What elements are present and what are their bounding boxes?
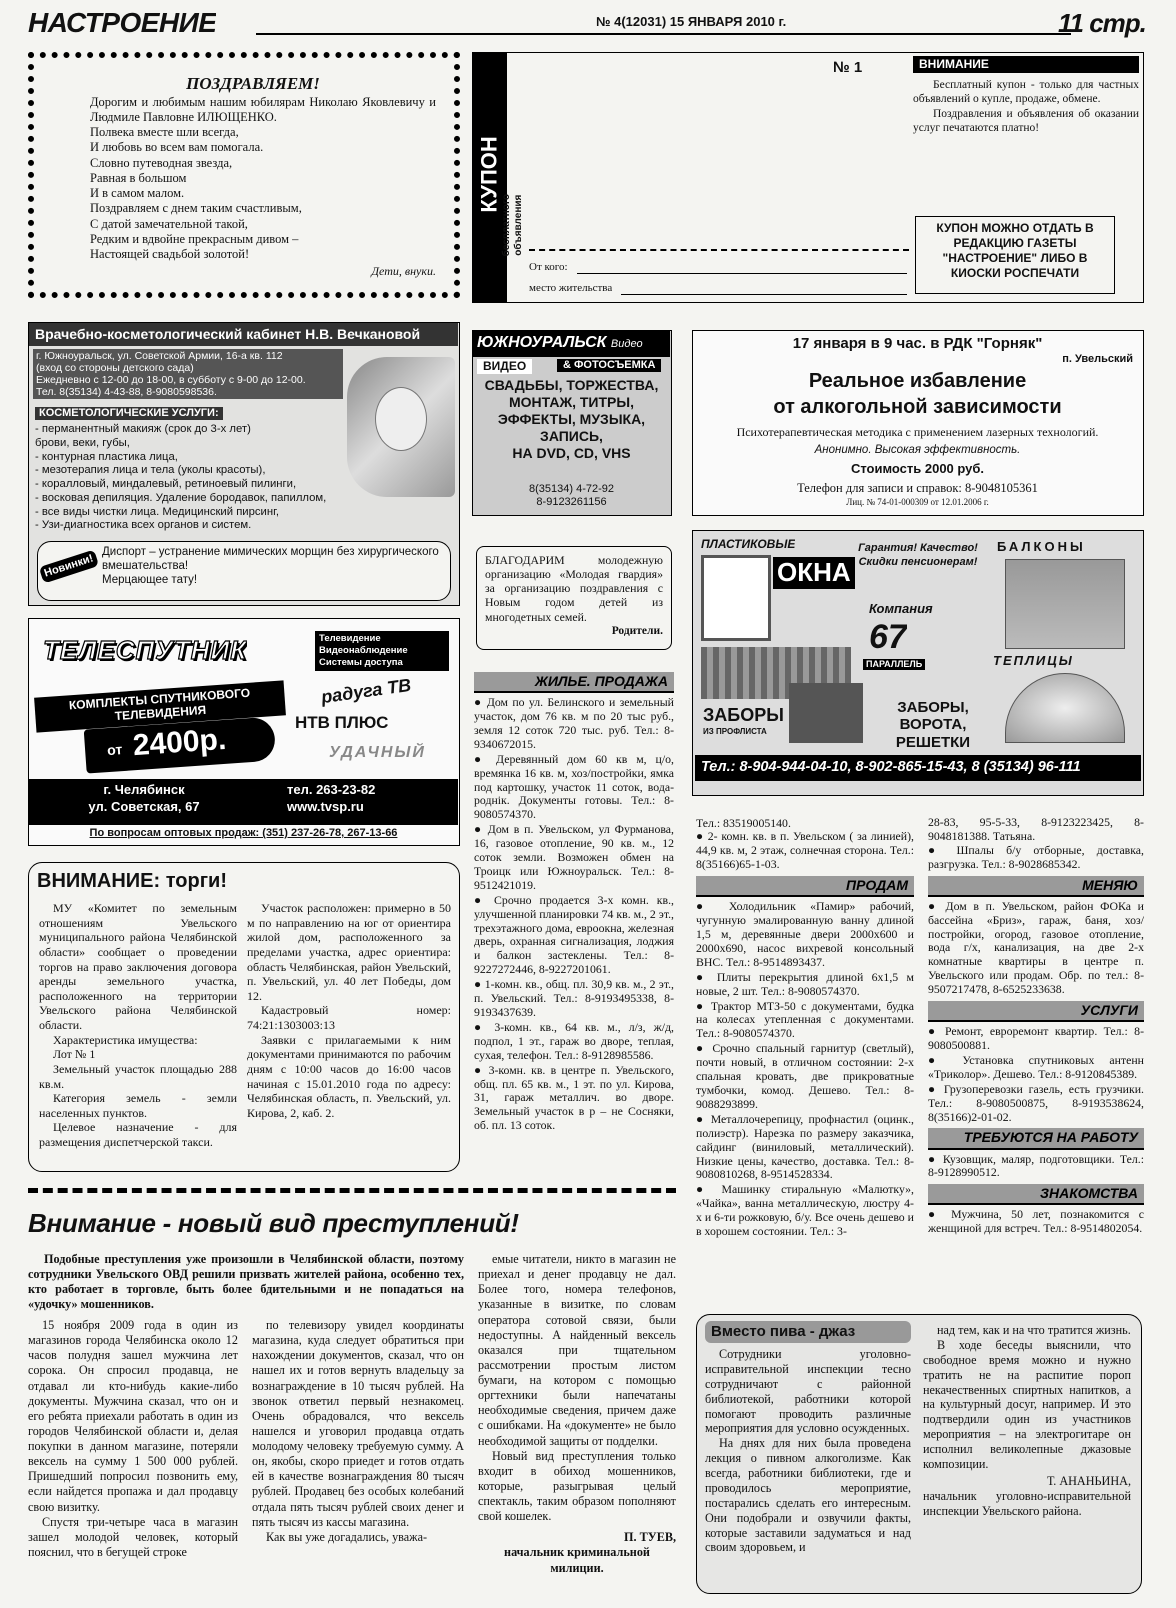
crime-title: Внимание - новый вид преступлений! (28, 1208, 519, 1238)
jazz-author: Т. АНАНЬИНА, (1047, 1473, 1131, 1488)
poem-line: Настоящей свадьбой золотой! (90, 247, 250, 262)
housing-section (474, 668, 674, 1182)
article-paragraph: В ходе беседы выяснили, что свободное время можно и нужно тратить не на распитие пороп некачественных спиртных напитков, а на культурный досуг, например. И это подтвердили один из участников мероприятия – на электрогитаре он исполнил великолепные джазовые композиции. (923, 1337, 1131, 1471)
jazz-position: начальник уголовно-исправительной инспекции Увельского района. (923, 1488, 1131, 1518)
jazz-col-2 (923, 1323, 1131, 1518)
windows-fence-2: ЗАБОРЫ, ВОРОТА, РЕШЕТКИ (895, 699, 971, 751)
video-line: НА DVD, CD, VHS (512, 445, 631, 462)
video-line: ЭФФЕКТЫ, МУЗЫКА, (497, 411, 646, 428)
coupon-residence-label: место жительства (529, 282, 613, 294)
list-item: ● Грузоперевозки газель, есть грузчики. Тел.: 8-9080500875, 8-9193538624, 8(35166)2-01-02. (928, 1081, 1144, 1124)
list-item: ● Дом в п. Увельском, ул Фурманова, 16, газовое отопление, 90 кв. м., 12 соток земли. Возможен обмен на Троицк или Южноуральск. Тел.: 8-9512421019. (474, 822, 674, 892)
page-header (28, 6, 1148, 42)
col3-top: Тел.: 83519005140. (696, 816, 791, 830)
coupon-cut-line (529, 249, 909, 251)
exchange-list (928, 900, 1144, 997)
jazz-col-1 (705, 1347, 911, 1555)
poem-line: Словно путеводная звезда, (90, 155, 233, 170)
service-line: - мезотерапия лица и тела (уколы красоты), (35, 464, 266, 477)
video-sub-1: ВИДЕО (477, 359, 532, 374)
list-item: ● Кузовщик, маляр, подготовщики. Тел.: 8-9128990512. (928, 1151, 1144, 1180)
list-item: ● Деревянный дом 60 кв м, ц/о, времянка 16 кв. м, хоз/постройки, ямка под картошку, участок 11 соток, вода-роднік. Документы готовы. Тел.: 8-9080574370. (474, 751, 674, 822)
alcohol-phone: Телефон для записи и справок: 8-9048105361 (797, 481, 1038, 495)
poem-line: И любовь во всем вам помогала. (90, 140, 264, 155)
cosmetology-title: Врачебно-косметологический кабинет Н.В. Вечкановой (29, 323, 458, 346)
gate-photo (789, 683, 863, 743)
coupon-residence-line (621, 294, 907, 295)
video-phone: 8-9123261156 (536, 496, 607, 509)
sputnik-service: Системы доступа (319, 656, 403, 668)
thanks-sign: Родители. (611, 624, 663, 637)
coupon-box (472, 52, 1144, 303)
poem-line: И в самом малом. (90, 186, 185, 201)
crime-author: П. ТУЕВ, (624, 1530, 676, 1545)
service-line: - контурная пластика лица, (35, 450, 178, 463)
coupon-note-1: Бесплатный купон - только для частных объявлений о купле, продаже, обмене. (913, 79, 1139, 105)
coupon-attention: ВНИМАНИЕ (913, 56, 1139, 73)
sputnik-city: г. Челябинск (103, 782, 185, 797)
congrats-title: ПОЗДРАВЛЯЕМ! (186, 74, 320, 93)
header-rule (256, 33, 1071, 35)
sputnik-channel-2: НТВ ПЛЮС (295, 713, 389, 732)
list-item: ● Установка спутниковых антенн «Триколор». Дешево. Тел.: 8-9120845389. (928, 1052, 1144, 1081)
address-line: Тел. 8(35134) 4-43-88, 8-9080598536. (36, 386, 217, 399)
article-paragraph: над тем, как и на что тратится жизнь. (937, 1323, 1131, 1337)
congrats-intro: Дорогим и любимым нашим юбилярам Николаю Яковлевичу и Людмиле Павловне ИЛЮЩЕНКО. (90, 94, 436, 124)
issue-date: № 4(12031) 15 ЯНВАРЯ 2010 г. (596, 14, 787, 29)
exchange-title: МЕНЯЮ (928, 876, 1144, 897)
sputnik-ad (28, 618, 460, 846)
alcohol-place: п. Увельский (1062, 353, 1133, 365)
list-item: ● 3-комн. кв., 64 кв. м., л/з, ж/д, подпол, 1 эт., гараж во дворе, теплая, сухая, телефон. Тел.: 8-9128985586. (474, 1019, 674, 1062)
cosmetology-ad (28, 322, 460, 606)
auction-paragraph: МУ «Комитет по земельным отношениям Увельского муниципального района Челябинской области» сообщает о проведении торгов на право заключения договора аренды земельного участка, расположенного на территории Увельского района Челябинской области. (39, 901, 237, 1032)
sputnik-contacts (29, 779, 458, 825)
auction-paragraph: Категория земель - земли населенных пунктов. (39, 1091, 237, 1120)
video-brand-bar (473, 331, 670, 357)
coupon-submit-note: КУПОН МОЖНО ОТДАТЬ В РЕДАКЦИЮ ГАЗЕТЫ "НАСТРОЕНИЕ" ЛИБО В КИОСКИ РОСПЕЧАТИ (915, 216, 1115, 294)
windows-phones: Тел.: 8-904-944-04-10, 8-902-865-15-43, 8 (35134) 96-111 (695, 755, 1141, 781)
column-4 (928, 816, 1144, 1296)
windows-title-2: ОКНА (773, 557, 855, 589)
sell-title: ПРОДАМ (696, 876, 914, 897)
thanks-text: БЛАГОДАРИМ молодежную организацию «Молодая гвардия» за организацию поздравления с Новым годом детей из многодетных семей. (485, 553, 663, 624)
list-item: ● 1-комн. кв., общ. пл. 30,9 кв. м., 2 эт., п. Увельский. Тел.: 8-9193495338, 8-9193437639. (474, 977, 674, 1020)
sell-list (696, 900, 914, 1239)
section-separator (28, 1188, 676, 1193)
col4-top-2: ● Шпалы б/у отборные, доставка, разгрузка. Тел.: 8-9028685342. (928, 842, 1144, 871)
article-paragraph: емые читатели, никто в магазин не приехал и денег продавцу не дал. Более того, номера телефонов, указанные в визитке, по словам оператора сотовой связи, были недоступны. А найденный вексель оказался при тщательном рассмотрении простым листом бумаги, на котором с помощью оргтехники были напечатаны необходимые сведения, причем даже с ошибками. На «документе» не было необходимой защиты от подделки. (478, 1252, 676, 1448)
windows-parallel: ПАРАЛЛЕЛЬ (863, 659, 925, 670)
sputnik-web: www.tvsp.ru (287, 799, 364, 814)
sputnik-service: Видеонаблюдение (319, 644, 408, 656)
service-line: - восковая депиляция. Удаление бородавок, папиллом, (35, 491, 327, 504)
page-number: 11 стр. (1058, 8, 1146, 38)
list-item: ● Мужчина, 50 лет, познакомится с женщиной для встреч. Тел.: 8-9514802054. (928, 1207, 1144, 1236)
coupon-from-label: От кого: (529, 261, 568, 273)
article-paragraph: по телевизору увидел координаты магазина, куда следует обратиться при нахождении документов, сказал, что он нашел их и готов вернуть владельцу за вознаграждение в 10 тысяч рублей. На звонок ответил первый незнакомец. Очень обрадовался, что вексель нашелся и уговорил продавца отдать молодому человеку требуемую сумму. А он, якобы, скоро приедет и готов отдать ей в качестве вознаграждения 80 тысяч рублей. Продавец без особых колебаний отдала пять тысяч рублей своих денег и пять тысяч из кассы магазина. (252, 1318, 464, 1529)
congrats-signature: Дети, внуки. (371, 264, 436, 279)
video-phone: 8(35134) 4-72-92 (528, 483, 614, 495)
windows-greenhouse: ТЕПЛИЦЫ (993, 653, 1074, 668)
alcohol-anon: Анонимно. Высокая эффективность. (814, 444, 1021, 456)
sputnik-price-from: от (106, 741, 123, 759)
cosmetology-services-title: КОСМЕТОЛОГИЧЕСКИЕ УСЛУГИ: (35, 407, 223, 420)
video-sub-2: & ФОТОСЪЕМКА (557, 359, 661, 372)
services-list (928, 1025, 1144, 1124)
sputnik-kit: КОМПЛЕКТЫ СПУТНИКОВОГО ТЕЛЕВИДЕНИЯ (34, 680, 286, 732)
article-paragraph: 15 ноября 2009 года в один из магазинов города Челябинска около 12 часов полудня зашел мужчина лет сорока. Он спросил продавца, не отдавал ли кто-нибудь какие-либо документы. Мужчина сказал, что он и его ребята приехали работать в один из городов Челябинской области и, делая покупки в данном магазине, потеряли вексель на сумму 1 500 000 рублей. Пришедший попросил позвонить ему, если найдется пропажа и дал продавцу свою визитку. (28, 1318, 238, 1514)
video-services (473, 377, 670, 462)
sputnik-brand: ТЕЛЕСПУТНИК (43, 635, 248, 665)
thanks-box (476, 546, 672, 650)
windows-guarantee: Гарантия! Качество! Скидки пенсионерам! (858, 542, 978, 569)
auction-paragraph: Участок расположен: примерно в 50 м по направлению на юг от ориентира жилой дом, расположенного за пределами участка, адрес ориентира: область Челябинская, район Увельский, п. Увельский, ул. 40 лет Победы, дом 12. (247, 901, 451, 1003)
cosmetology-services (35, 423, 365, 533)
auction-paragraph: Лот № 1 (53, 1047, 96, 1062)
article-paragraph: Новый вид преступления только входит в обиход мошенников, которые, разыгрывая целый спектакль, таким образом пополняют свой кошелек. (478, 1448, 676, 1524)
col3-top-2: ● 2- комн. кв. в п. Увельском ( за линией), 44,9 кв. м, 2 этаж, солнечная сторона. Тел.: 8(35166)65-1-03. (696, 829, 914, 872)
windows-title-1: ПЛАСТИКОВЫЕ (701, 537, 796, 551)
work-list (928, 1153, 1144, 1181)
crime-lead: Подобные преступления уже произошли в Челябинской области, поэтому сотрудники Увельского ОВД решили призвать жителей района, особенно тех, кто работает в торговле, быть более бдительными и не попадаться на «удочку» мошенников. (28, 1252, 464, 1311)
sputnik-price: 2400р. (131, 722, 228, 763)
coupon-note-2: Поздравления и объявления об оказании услуг печатаются платно! (913, 108, 1139, 134)
alcohol-method: Психотерапевтическая методика с применением лазерных технологий. (736, 425, 1099, 439)
window-photo (701, 555, 771, 641)
list-item: ● Холодильник «Памир» рабочий, чугунную эмалированную ванну длиной 1,5 м, деревянные двери 2000х600 и 2000х690, насос вихревой консольный ВНС. Тел.: 8-9514893437. (696, 899, 914, 969)
address-line: (вход со стороны детского сада) (36, 362, 194, 375)
balcony-photo (1005, 559, 1125, 649)
crime-col-1 (28, 1318, 238, 1604)
face-icon (375, 387, 427, 451)
alcohol-license: Лиц. № 74-01-000309 от 12.01.2006 г. (846, 497, 989, 507)
video-line: ЗАПИСЬ, (540, 428, 603, 445)
alcohol-ad (692, 330, 1144, 516)
windows-balcony: БАЛКОНЫ (997, 539, 1086, 554)
section-title: НАСТРОЕНИЕ (28, 7, 217, 38)
crime-position: начальник криминальной милиции. (504, 1545, 650, 1575)
cosmetology-news-box (37, 541, 451, 601)
alcohol-date: 17 января в 9 час. в РДК "Горняк" (792, 335, 1043, 352)
sputnik-service: Телевидение (319, 633, 381, 644)
list-item: ● Трактор МТЗ-50 с документами, будка на колесах утепленная с документами. Тел.: 8-9080574370. (696, 998, 914, 1041)
video-line: МОНТАЖ, ТИТРЫ, (509, 394, 634, 411)
crime-col-3-text (478, 1252, 676, 1524)
jazz-box (696, 1314, 1142, 1594)
congrats-poem (90, 125, 436, 262)
windows-company: Компания (869, 601, 933, 616)
poem-line: С датой замечательной такой, (90, 216, 248, 231)
list-item: ● Машинку стиральную «Малютку», «Чайка», ванна металлическую, люстру 4-х и 6-ти рожковую, б/у. Все очень дешево и в хорошем состоянии. Тел.: 3- (696, 1182, 914, 1239)
alcohol-price: Стоимость 2000 руб. (850, 461, 985, 476)
list-item: ● Ремонт, евроремонт квартир. Тел.: 8-9080500881. (928, 1024, 1144, 1053)
windows-number: 67 (869, 618, 907, 656)
article-paragraph: Сотрудники уголовно-исправительной инспекции тесно сотрудничают с районной библиотекой, работники которой помогают проводить различные мероприятия для условно осужденных. (705, 1347, 911, 1436)
list-item: ● Срочно продается 3-х комн. кв., улучшенной планировки 74 кв. м., 2 эт., трехэтажного дома, евроокна, железная дверь, охранная сигнализация, лоджия и балкон застеклены. Тел.: 8-9227272446, 8-9227201061. (474, 892, 674, 977)
coupon-notes (913, 79, 1139, 135)
cosmetology-address (33, 349, 343, 399)
service-line: - все виды чистки лица. Медицинский пирсинг, (35, 505, 279, 518)
col4-top: 28-83, 95-5-33, 8-9123223425, 8-9048181388. Татьяна. (928, 816, 1144, 843)
article-paragraph: Как вы уже догадались, уважа- (266, 1529, 428, 1544)
auction-paragraph: Целевое назначение - для размещения диспетчерской такси. (39, 1120, 237, 1149)
dating-list (928, 1208, 1144, 1236)
dating-title: ЗНАКОМСТВА (928, 1184, 1144, 1205)
list-item: ● Плиты перекрытия длиной 6х1,5 м новые, 2 шт. Тел.: 8-9080574370. (696, 969, 914, 998)
auction-paragraph: Заявки с прилагаемыми к ним документами принимаются по рабочим дням с 10:00 часов до 16:00 часов начиная с 15.01.2010 года по адресу: Челябинская область, п. Увельский, ул. Кирова, 2, каб. 2. (247, 1032, 451, 1120)
article-paragraph: На днях для них была проведена лекция о пивном алкоголизме. Как всегда, работники библиотеки, где и проводилось мероприятие, постарались сделать его интересным. Они подобрали и озвучили факты, которые заставили задуматься и над своим здоровьем, и (705, 1436, 911, 1555)
alcohol-title-1: Реальное избавление (808, 370, 1027, 392)
sputnik-wholesale: По вопросам оптовых продаж: (351) 237-26-78, 267-13-66 (89, 827, 398, 839)
sputnik-street: ул. Советская, 67 (88, 799, 200, 814)
article-paragraph: Спустя три-четыре часа в магазин зашел молодой человек, который пояснил, что в бегущей строке (28, 1514, 238, 1559)
crime-col-3 (478, 1252, 676, 1602)
auction-col-2 (247, 901, 451, 1120)
sputnik-services (315, 631, 449, 671)
service-line: - коралловый, миндалевый, ретиноевый пилинги, (35, 478, 297, 491)
video-line: СВАДЬБЫ, ТОРЖЕСТВА, (484, 377, 659, 393)
windows-fence-sub: ИЗ ПРОФЛИСТА (703, 727, 767, 736)
auction-paragraph: Кадастровый номер: 74:21:1303003:13 (247, 1003, 451, 1032)
congratulations-box (28, 52, 460, 298)
work-title: ТРЕБУЮТСЯ НА РАБОТУ (928, 1128, 1144, 1149)
sputnik-channel-1: радуга ТВ (319, 674, 413, 708)
list-item: ● Дом в п. Увельском, район ФОКа и бассейна «Бриз», гараж, баня, хоз/постройки, огород, газовое отопление, вода г/х, канализация, на две 2-х комнатные квартиры в центре п. Увельского или продам. Обр. по тел.: 8-9507217478, 8-6525233638. (928, 898, 1144, 997)
sputnik-channel-3: УДАЧНЫЙ (329, 744, 426, 761)
jazz-title: Вместо пива - джаз (705, 1321, 911, 1343)
service-line: - Узи-диагностика всех органов и систем. (35, 519, 252, 532)
news-line: Мерцающее тату! (102, 573, 198, 586)
poem-line: Равная в большом (90, 170, 187, 185)
video-brand: ЮЖНОУРАЛЬСК (477, 334, 607, 351)
list-item: ● 3-комн. кв. в центре п. Увельского, общ. пл. 65 кв. м., 1 эт. по ул. Кирова, 31, гараж металлич. во дворе. Земельный участок в р – не Сосняки, об. пл. 13 соток. (474, 1062, 674, 1133)
list-item: ● Металлочерепицу, профнастил (оцинк., полиэстр). Нарезка по размеру заказчика, сайдинг (виниловый, металлический). Низкие цены, качество, доставка. Тел.: 8-9080810268, 8-9514528334. (696, 1111, 914, 1182)
poem-line: Поздравляем с днем таким счастливым, (90, 201, 302, 216)
housing-title: ЖИЛЬЕ. ПРОДАЖА (474, 672, 674, 693)
list-item: ● Срочно спальный гарнитур (светлый), почти новый, в отличном состоянии: 2-х спальная кровать, две прикроватные тумбочки, комод. Дешево. Тел.: 8-9088293899. (696, 1041, 914, 1111)
coupon-subtitle: бесплатного объявления (500, 194, 524, 257)
alcohol-title-2: от алкогольной зависимости (773, 396, 1062, 418)
greenhouse-photo (1005, 673, 1125, 743)
auction-col-1 (39, 901, 237, 1150)
jazz-col-2-text (923, 1323, 1131, 1472)
poem-line: Редким и вдвойне прекрасным дивом – (90, 231, 299, 246)
windows-fence: ЗАБОРЫ (703, 705, 784, 725)
video-phones (473, 483, 670, 509)
windows-ad (692, 530, 1144, 796)
service-line: брови, веки, губы, (35, 436, 130, 449)
coupon-from-line (577, 273, 907, 274)
news-badge: Новинки! (39, 549, 100, 583)
video-ad (472, 330, 672, 516)
auction-title: ВНИМАНИЕ: торги! (37, 870, 227, 892)
address-line: г. Южноуральск, ул. Советской Армии, 16-а кв. 112 (36, 350, 283, 362)
crime-col-2 (252, 1318, 464, 1604)
sputnik-tel: тел. 263-23-82 (287, 782, 376, 797)
services-title: УСЛУГИ (928, 1001, 1144, 1022)
list-item: ● Дом по ул. Белинского и земельный участок, дом 76 кв. м по 20 тыс руб., земля 12 соток 720 тыс. руб. Тел.: 8-9340672015. (474, 695, 674, 751)
poem-line: Полвека вместе шли всегда, (90, 125, 239, 140)
auction-box (28, 862, 460, 1172)
coupon-number: № 1 (833, 59, 863, 76)
video-brand-small: Видео (610, 338, 643, 350)
column-3 (696, 816, 914, 1296)
auction-paragraph: Земельный участок площадью 288 кв.м. (39, 1061, 237, 1091)
housing-list (474, 696, 674, 1133)
address-line: Ежедневно с 12-00 до 18-00, в субботу с 9-00 до 12-00. (36, 374, 306, 387)
auction-paragraph: Характеристика имущества: (53, 1032, 198, 1047)
cosmetology-news (102, 546, 442, 587)
coupon-title: КУПОН (476, 136, 502, 213)
news-line: Диспорт – устранение мимических морщин без хирургического вмешательства! (102, 546, 439, 572)
service-line: - перманентный макияж (срок до 3-х лет) (35, 423, 251, 435)
